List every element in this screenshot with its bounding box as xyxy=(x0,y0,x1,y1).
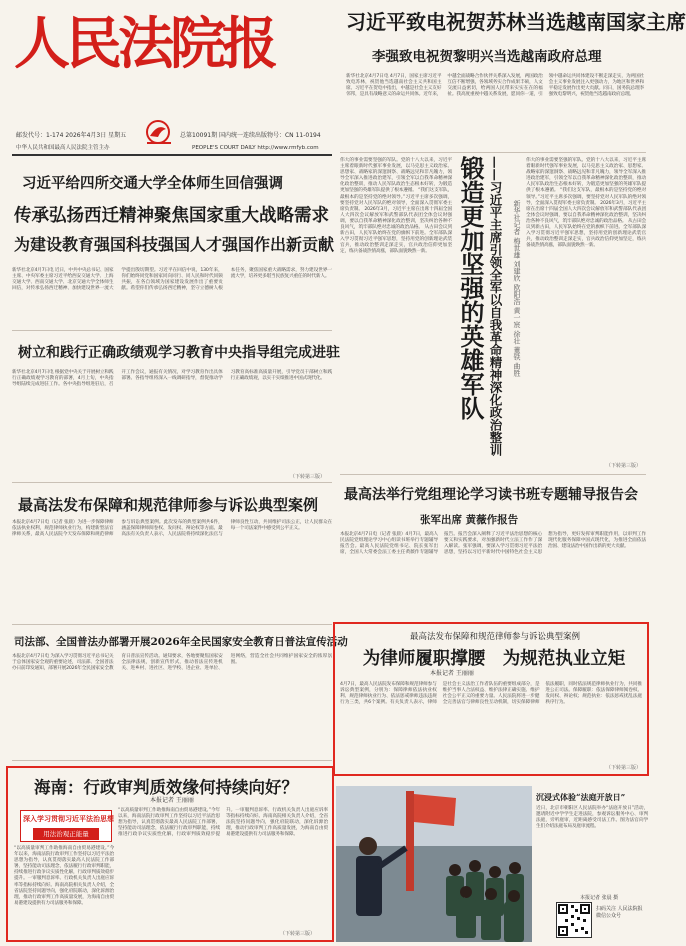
bottom-left-headline: 海南：行政审判质效缘何持续向好？ xyxy=(34,778,298,797)
badge-line2: 用法治观正能量 xyxy=(33,828,99,840)
story3-body: 新华社北京4月7日电 根据党中央关于开展树立和践行正确政绩观学习教育的部署，4月上旬，中央指导组陆续完成进驻工作。各中央指导组进驻后，召开工作会议，通报有关情况，对学习教育作出具体部署。各指导组将深入一线调研指导，督促推动学习教育高标准高质量开展，引导党员干部树立和践行正确政绩观，以实干实绩推进中国式现代化。 xyxy=(12,370,332,388)
story5-body: 本报北京4月7日电 为深入学习贯彻习近平总书记关于总体国家安全观的重要论述，司法部、全国普法办日前印发通知，部署开展2026年全民国家安全教育日普法宣传活动。通知要求，各地要聚焦国家安全法律法规，创新宣传形式，推动普法宣传进机关、进乡村、进社区、进学校、进企业、进单位、进网络，营造全社会共同维护国家安全的浓厚氛围。 xyxy=(12,654,332,672)
featured-byline: 本报记者 王丽丽 xyxy=(430,670,474,677)
masthead-title: 人民法院报 xyxy=(14,11,274,77)
continued-note: （下转第三版） xyxy=(606,463,642,469)
masthead-divider xyxy=(12,154,332,156)
masthead-url: PEOPLE'S COURT DAILY http://www.rmfyb.com xyxy=(192,145,319,151)
photo-caption-title: 沉浸式体验“法庭开放日” xyxy=(536,792,626,802)
court-emblem-logo xyxy=(141,119,177,149)
story4-headline: 最高法发布保障和规范律师参与诉讼典型案例 xyxy=(18,496,319,514)
column-body: 伟大的事业需要坚强的军队。党的十八大以来，习近平主席着眼新时代强军事业发展，以马克思主义政治家、思想家、战略家的深邃洞察、战略远见和非凡魄力，领导全军深入推进政治建军，引领全军以自我革命精神深化政治整训，推动人民军队政治生态根本好转，为锻造更加坚强的英雄军队提供了根本遵循。 “我们这支军队，最根本的是坚持党的绝对领导。”习近平主席多次强调，要坚持党对人民军队的绝对领导，全面深入贯彻军委主席负责制。 2026年3月，习近平主席在出席十四届全国人大四次会议解放军和武警部队代表团全体会议时强调，要以自我革命精神深化政治整训，坚决纠治各种不良风气，筑牢部队绝对忠诚的政治品格。 从古田会议到新古田，人民军队始终在党的旗帜下前进。全军部队深入学习贯彻习近平强军思想，坚持用党的创新理论武装官兵，推动政治整训走深走实，官兵政治信仰更加坚定，练兵备战热情高涨，部队面貌焕然一新。 xyxy=(526,158,646,249)
featured-kicker: 最高法发布保障和规范律师参与诉讼典型案例 xyxy=(409,632,580,642)
story6-byline: 张军出席 黄薇作报告 xyxy=(420,514,519,526)
divider xyxy=(12,760,332,761)
qr-code xyxy=(556,902,592,938)
featured-headline: 为律师履职撑腰 为规范执业立矩 xyxy=(362,649,626,669)
story2-headline: 习近平给四所交通大学全体师生回信强调 xyxy=(22,175,283,192)
story6-headline: 最高法举行党组理论学习读书班专题辅导报告会 xyxy=(344,487,638,503)
story2-body: 新华社北京4月7日电 近日，中共中央总书记、国家主席、中央军委主席习近平给西安交通大学、上海交通大学、西南交通大学、北京交通大学全体师生回信，对传承弘扬西迁精神、加快建设世界一流大学提出殷切期望。习近平在回信中说，130年来，你们始终同党和国家同向同行、同人民和时代同频共振，在各自领域为国家建设发展作出了重要贡献。希望你们传承弘扬西迁精神，坚守立德树人根本任务，聚焦国家重大战略需求，努力建设世界一流大学，培养更多堪当民族复兴重任的时代新人。 xyxy=(12,268,332,292)
story2-headline2-line1: 传承弘扬西迁精神聚焦国家重大战略需求 xyxy=(14,206,329,226)
court-open-day-photo xyxy=(336,786,532,942)
story4-body: 本报北京4月7日电（记者 张晨）为进一步保障律师依法执业权利，规范律师执业行为，构建新型法官律师关系，最高人民法院今天发布保障和规范律师参与诉讼典型案例。此次发布的典型案例共6件，涵盖保障律师阅卷权、发问权、辩论权等方面。最高法有关负责人表示，人民法院将持续深化法官与律师良性互动，共同维护司法公正，让人民群众在每一个司法案件中感受到公平正义。 xyxy=(12,520,332,538)
featured-body: 4月7日，最高人民法院发布保障和规范律师参与诉讼典型案例，分别为：保障律师依法执业权利、规范律师执业行为、依法惩戒律师违法违规行为三类，共6个案例。有关负责人表示，律师是社会主义法治工作者队伍的重要组成部分，是维护当事人合法权益、维护法律正确实施、维护社会公平正义的重要力量。人民法院将进一步健全完善法官与律师良性互动机制，切实保障律师依法履职，同时依法规范律师执业行为，共同推进公正司法。保障履职：依法保障律师阅卷权、发问权、辩论权；规范执业：依法惩戒扰乱法庭秩序行为。 xyxy=(340,682,642,706)
photo-credit: 本报记者 张晨 摄 xyxy=(580,895,619,901)
divider xyxy=(12,482,332,483)
masthead-sponsor: 中华人民共和国最高人民法院主管主办 xyxy=(16,145,110,151)
continued-note: （下转第三版） xyxy=(290,474,326,480)
masthead-meta: 邮发代号：1-174 2026年4月3日 星期五 xyxy=(16,132,127,139)
bottom-left-body-b: “以高质量审判工作助推海南自由贸易港建设。”今年以来，海南法院行政审判工作坚持以习近平法治思想为指导，认真贯彻落实最高人民法院工作部署，坚持能动司法理念，依法履行行政审判职能，持续推进行政争议实质性化解，行政审判质效稳步提升。一审服判息诉率、行政机关负责人出庭应诉率等指标持续向好。海南高院相关负责人介绍，全省法院坚持问题导向，强化府院联动，深化诉源治理，推动行政审判工作高质量发展，为海南自由贸易港建设提供有力司法服务和保障。 xyxy=(118,808,328,838)
top-story-headline: 习近平致电祝贺苏林当选越南国家主席 xyxy=(346,10,686,34)
column-headline-main: 锻造更加坚强的英雄军队 xyxy=(456,156,485,420)
bottom-left-byline: 本报记者 王丽丽 xyxy=(150,797,194,804)
story3-headline: 树立和践行正确政绩观学习教育中央指导组完成进驻 xyxy=(18,345,340,361)
masthead-issue: 总第10091期 国内统一连续出版物号：CN 11-0194 xyxy=(180,132,321,139)
continued-note: （下转第三版） xyxy=(280,931,316,937)
badge-line1: 深入学习贯彻习近平法治思想 xyxy=(23,815,114,823)
top-story-body: 新华社北京4月7日电 4月7日，国家主席习近平致电苏林，祝贺他当选越南社会主义共和国主席。习近平在贺电中指出，中越是社会主义友好邻邦，是具有战略意义的命运共同体。近年来，中越全面战略合作伙伴关系深入发展，两国政治互信不断增强，各领域务实合作成果丰硕，人文交流日益密切，给两国人民带来实实在在的福祉。我高度重视中越关系发展，愿同你一道，引领中越命运共同体建设不断走深走实，为两国社会主义事业发展注入更强动力，为地区和世界和平稳定发展作出更大贡献。同日，国务院总理李强致电黎明兴，祝贺他当选越南政府总理。 xyxy=(346,74,644,98)
divider xyxy=(12,330,332,331)
photo-caption: 近日，北京市朝阳区人民法院举办“法庭开放日”活动，邀请附近中学学生走进法院，参观诉讼服务中心、审判法庭，旁听庭审，近距离感受司法工作。图为法官向学生们介绍法庭布局及庭审流程。 xyxy=(536,806,648,830)
qr-label: 扫码关注 人民法院报 微信公众号 xyxy=(596,906,643,919)
continued-note: （下转第三版） xyxy=(606,765,642,771)
story2-headline2-line2: 为建设教育强国科技强国人才强国作出新贡献 xyxy=(14,235,335,254)
divider xyxy=(340,474,646,475)
story6-body: 本报北京4月7日电（记者 张晨）4月7日，最高人民法院党组理论学习中心组读书班举行专题辅导报告会。最高人民法院党组书记、院长张军出席，全国人大常委会法工委主任黄薇作专题辅导报告。报告会深入阐释了习近平法治思想的核心要义和实践要求，对加强新时代立法工作作了深入解读。张军强调，要深入学习贯彻习近平法治思想，坚持以习近平新时代中国特色社会主义思想为指导，更好发挥审判职能作用，以审判工作现代化服务保障中国式现代化，为推进全面依法治国、建设法治中国作出新的更大贡献。 xyxy=(340,532,646,556)
bottom-left-badge xyxy=(20,810,112,842)
story5-headline: 司法部、全国普法办部署开展2026年全民国家安全教育日普法宣传活动 xyxy=(14,636,348,648)
divider xyxy=(340,152,646,153)
bottom-left-body-a: “以高质量审判工作助推海南自由贸易港建设。”今年以来，海南法院行政审判工作坚持以习近平法治思想为指导，认真贯彻落实最高人民法院工作部署，坚持能动司法理念，依法履行行政审判职能，持续推进行政争议实质性化解，行政审判质效稳步提升。一审服判息诉率、行政机关负责人出庭应诉率等指标持续向好。海南高院相关负责人介绍，全省法院坚持问题导向，强化府院联动，深化诉源治理，推动行政审判工作高质量发展，为海南自由贸易港建设提供有力司法服务和保障。 xyxy=(14,846,114,906)
column-headline-sub: ——习近平主席引领全军以自我革命精神深化政治整训 xyxy=(488,156,503,456)
column-byline: 新华社记者 梅世雄 刘建欣 欧阳浩 黄一宸 徐壮 董铁 曲胜 xyxy=(513,200,521,377)
divider xyxy=(12,624,332,625)
top-story-subhead: 李强致电祝贺黎明兴当选越南政府总理 xyxy=(372,49,602,65)
column-intro-body: 伟大的事业需要坚强的军队。党的十八大以来，习近平主席着眼新时代强军事业发展，以马克思主义政治家、思想家、战略家的深邃洞察、战略远见和非凡魄力，领导全军深入推进政治建军，引领全军以自我革命精神深化政治整训，推动人民军队政治生态根本好转，为锻造更加坚强的英雄军队提供了根本遵循。 “我们这支军队，最根本的是坚持党的绝对领导。”习近平主席多次强调，要坚持党对人民军队的绝对领导，全面深入贯彻军委主席负责制。 2026年3月，习近平主席在出席十四届全国人大四次会议解放军和武警部队代表团全体会议时强调，要以自我革命精神深化政治整训，坚决纠治各种不良风气，筑牢部队绝对忠诚的政治品格。 从古田会议到新古田，人民军队始终在党的旗帜下前进。全军部队深入学习贯彻习近平强军思想，坚持用党的创新理论武装官兵，推动政治整训走深走实，官兵政治信仰更加坚定，练兵备战热情高涨，部队面貌焕然一新。 xyxy=(340,158,452,255)
